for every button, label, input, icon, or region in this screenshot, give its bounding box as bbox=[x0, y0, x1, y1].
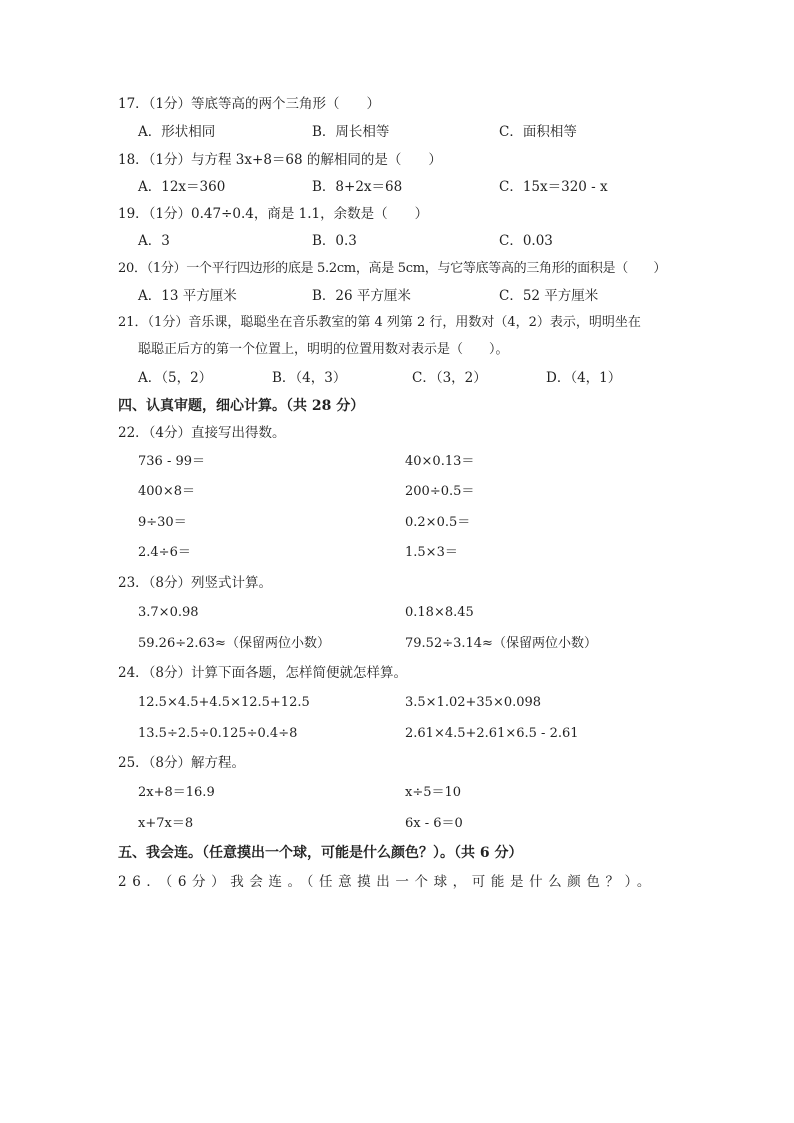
question-17-stem: 17．（1分）等底等高的两个三角形（ ） bbox=[118, 96, 381, 112]
section-4-heading: 四、认真审题，细心计算。（共 28 分） bbox=[118, 398, 365, 414]
question-22-item-8: 1.5×3＝ bbox=[405, 545, 458, 560]
question-26-stem: 26．（6分）我会连。（任意摸出一个球，可能是什么颜色？）。 bbox=[118, 874, 657, 890]
question-21-option-a: A．（5，2） bbox=[138, 370, 213, 386]
question-23-item-1: 3.7×0.98 bbox=[138, 605, 199, 620]
question-22-item-4: 200÷0.5＝ bbox=[405, 484, 475, 499]
question-22-stem: 22．（4分）直接写出得数。 bbox=[118, 425, 286, 441]
question-17-option-a: A．形状相同 bbox=[138, 124, 216, 140]
question-25-item-4: 6x - 6＝0 bbox=[405, 816, 463, 831]
question-25-item-3: x+7x＝8 bbox=[138, 816, 194, 831]
question-21-option-b: B．（4，3） bbox=[272, 370, 347, 386]
question-25-stem: 25．（8分）解方程。 bbox=[118, 755, 246, 771]
question-23-item-3: 59.26÷2.63≈（保留两位小数） bbox=[138, 636, 330, 651]
question-24-item-3: 13.5÷2.5÷0.125÷0.4÷8 bbox=[138, 726, 298, 741]
question-18-option-b: B．8+2x＝68 bbox=[312, 179, 403, 195]
question-19-option-b: B．0.3 bbox=[312, 233, 357, 249]
question-21-option-d: D．（4，1） bbox=[546, 370, 622, 386]
question-22-item-6: 0.2×0.5＝ bbox=[405, 515, 471, 530]
question-19-option-a: A．3 bbox=[138, 233, 170, 249]
question-23-stem: 23．（8分）列竖式计算。 bbox=[118, 575, 273, 591]
question-22-item-3: 400×8＝ bbox=[138, 484, 195, 499]
question-19-stem: 19．（1分）0.47÷0.4，商是 1.1，余数是（ ） bbox=[118, 206, 429, 222]
question-23-item-2: 0.18×8.45 bbox=[405, 605, 474, 620]
question-24-item-1: 12.5×4.5+4.5×12.5+12.5 bbox=[138, 695, 310, 710]
section-5-heading: 五、我会连。（任意摸出一个球，可能是什么颜色？）。（共 6 分） bbox=[118, 845, 523, 861]
question-22-item-5: 9÷30＝ bbox=[138, 515, 187, 530]
question-18-stem: 18．（1分）与方程 3x+8＝68 的解相同的是（ ） bbox=[118, 152, 442, 168]
question-22-item-1: 736 - 99＝ bbox=[138, 454, 206, 469]
question-21-option-c: C．（3，2） bbox=[412, 370, 487, 386]
question-17-option-b: B．周长相等 bbox=[312, 124, 390, 140]
question-24-item-4: 2.61×4.5+2.61×6.5 - 2.61 bbox=[405, 726, 579, 741]
question-20-option-c: C．52 平方厘米 bbox=[499, 288, 599, 304]
question-19-option-c: C．0.03 bbox=[499, 233, 553, 249]
question-25-item-1: 2x+8＝16.9 bbox=[138, 785, 215, 800]
question-17-option-c: C．面积相等 bbox=[499, 124, 577, 140]
question-24-item-2: 3.5×1.02+35×0.098 bbox=[405, 695, 542, 710]
question-21-stem-line1: 21．（1分）音乐课，聪聪坐在音乐教室的第 4 列第 2 行，用数对（4，2）表示，明明坐在 bbox=[118, 315, 641, 330]
question-22-item-7: 2.4÷6＝ bbox=[138, 545, 191, 560]
question-20-option-a: A．13 平方厘米 bbox=[138, 288, 237, 304]
question-18-option-c: C．15x＝320 - x bbox=[499, 179, 608, 195]
question-20-stem: 20．（1分）一个平行四边形的底是 5.2cm，高是 5cm，与它等底等高的三角形的面积是（ ） bbox=[118, 261, 667, 276]
question-20-option-b: B．26 平方厘米 bbox=[312, 288, 411, 304]
question-22-item-2: 40×0.13＝ bbox=[405, 454, 475, 469]
question-25-item-2: x÷5＝10 bbox=[405, 785, 462, 800]
question-24-stem: 24．（8分）计算下面各题，怎样简便就怎样算。 bbox=[118, 665, 408, 681]
question-18-option-a: A．12x＝360 bbox=[138, 179, 226, 195]
question-21-stem-line2: 聪聪正后方的第一个位置上，明明的位置用数对表示是（ ）。 bbox=[138, 342, 509, 357]
question-23-item-4: 79.52÷3.14≈（保留两位小数） bbox=[405, 636, 597, 651]
